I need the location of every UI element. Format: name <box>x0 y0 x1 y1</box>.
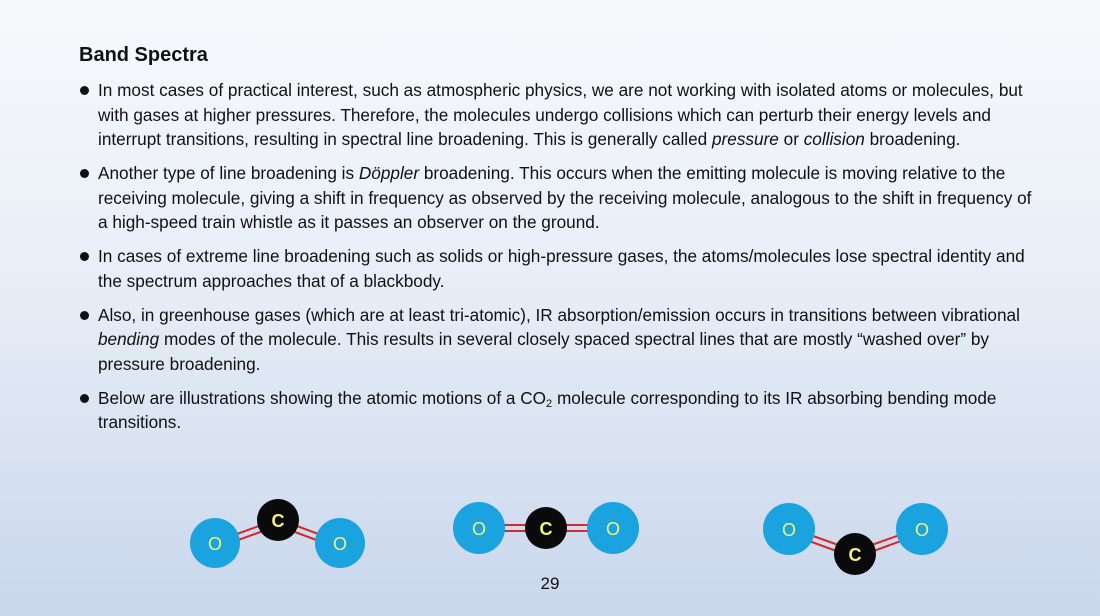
oxygen-atom <box>315 518 365 568</box>
emphasis-text: pressure <box>711 129 779 149</box>
bullet-item <box>78 303 1038 377</box>
oxygen-atom <box>587 502 639 554</box>
slide-title: Band Spectra <box>79 44 208 66</box>
bullet-item <box>78 386 1038 435</box>
bullet-dot-icon <box>80 252 89 261</box>
co2-molecule-linear <box>448 497 644 559</box>
bullet-text <box>98 244 1038 293</box>
carbon-atom <box>525 507 567 549</box>
text-segment: broadening. <box>864 129 961 149</box>
oxygen-atom <box>763 503 815 555</box>
bullet-list <box>78 78 1038 444</box>
bullet-text <box>98 386 1038 435</box>
page-number: 29 <box>540 574 560 593</box>
bullet-dot-icon <box>80 394 89 403</box>
text-segment: broadening. This occurs when the emitting molecule is moving relative to the receiving molecule, giving a shift in frequency as observed by the receiving molecule, analogous to the shift in frequency of a high-speed train whistle as it passes an observer on the ground. <box>98 163 1032 232</box>
bullet-dot-icon <box>80 311 89 320</box>
text-segment: In most cases of practical interest, such as atmospheric physics, we are not working with isolated atoms or molecules, but with gases at higher pressures. Therefore, the molecules undergo collisions which can perturb their energy levels and interrupt transitions, resulting in spectral line broadening. This is generally called <box>98 80 1023 149</box>
svg-text:O: O <box>207 534 223 554</box>
text-segment: modes of the molecule. This results in several closely spaced spectral lines that are mostly “washed over” by pressure broadening. <box>98 329 989 374</box>
bullet-item <box>78 244 1038 293</box>
svg-text:O: O <box>471 519 487 539</box>
subscript-text: 2 <box>546 397 553 410</box>
svg-text:O: O <box>781 520 797 540</box>
text-segment: Also, in greenhouse gases (which are at least tri-atomic), IR absorption/emission occurs in transitions between vibrational <box>98 304 1020 325</box>
text-segment: Another type of line broadening is <box>98 163 359 183</box>
text-segment: Below are illustrations showing the atomic motions of a CO <box>98 387 547 408</box>
bullet-text <box>98 161 1038 235</box>
text-segment: molecule corresponding to its IR absorbing bending mode transitions. <box>98 387 997 432</box>
svg-text:C: C <box>271 511 285 531</box>
bullet-text <box>98 78 1038 152</box>
oxygen-atom <box>453 502 505 554</box>
svg-text:O: O <box>332 534 348 554</box>
svg-text:C: C <box>848 545 862 565</box>
emphasis-text: Döppler <box>358 163 420 183</box>
text-segment: In cases of extreme line broadening such as solids or high-pressure gases, the atoms/molecules lose spectral identity and the spectrum approaches that of a blackbody. <box>98 246 1025 291</box>
oxygen-atom <box>896 503 948 555</box>
carbon-atom <box>834 533 876 575</box>
svg-text:O: O <box>605 519 621 539</box>
bullet-dot-icon <box>80 169 89 178</box>
bullet-item <box>78 161 1038 235</box>
svg-text:C: C <box>539 519 553 539</box>
co2-molecule-bent-up <box>185 492 375 576</box>
bullet-item <box>78 78 1038 152</box>
co2-molecule-bent-down <box>758 498 954 580</box>
text-segment: or <box>778 129 804 149</box>
oxygen-atom <box>190 518 240 568</box>
emphasis-text: bending <box>98 329 160 349</box>
svg-text:O: O <box>914 520 930 540</box>
emphasis-text: collision <box>803 129 865 149</box>
carbon-atom <box>257 499 299 541</box>
bullet-dot-icon <box>80 86 89 95</box>
bullet-text <box>98 303 1038 377</box>
